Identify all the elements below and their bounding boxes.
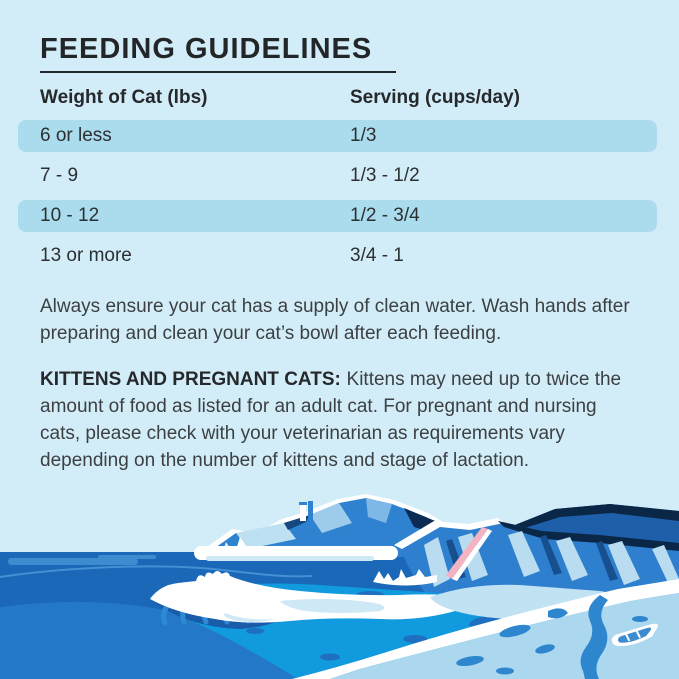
col-header-weight: Weight of Cat (lbs) [40,87,208,108]
serving-cell: 1/3 - 1/2 [350,165,420,186]
weight-cell: 7 - 9 [40,165,79,186]
serving-cell: 1/3 [350,125,377,146]
kittens-note-text: Kittens may need up to twice the amount of food as listed for an adult cat. For pregnant and nursing cats, please check with your veterinarian as requirements vary depending on the number of kittens and stage of lactation. [40,369,622,471]
page-title: FEEDING GUIDELINES [40,33,373,65]
clean-water-note: Always ensure your cat has a supply of clean water. Wash hands after preparing and clean your cat’s bowl after each feeding. [40,296,630,344]
table-row [18,240,657,272]
title-underline [40,71,396,73]
table-row [18,120,657,152]
table-header-row [0,87,679,113]
kittens-note-label: KITTENS AND PREGNANT CATS: [40,369,341,390]
kittens-pregnant-note [40,366,640,474]
table-row [18,160,657,192]
weight-cell: 10 - 12 [40,205,100,226]
serving-cell: 3/4 - 1 [350,245,404,266]
serving-cell: 1/2 - 3/4 [350,205,420,226]
col-header-serving: Serving (cups/day) [350,87,520,108]
lighthouse [299,501,313,521]
table-row [18,200,657,232]
weight-cell: 6 or less [40,125,112,146]
weight-cell: 13 or more [40,245,132,266]
coastal-illustration [0,479,679,679]
